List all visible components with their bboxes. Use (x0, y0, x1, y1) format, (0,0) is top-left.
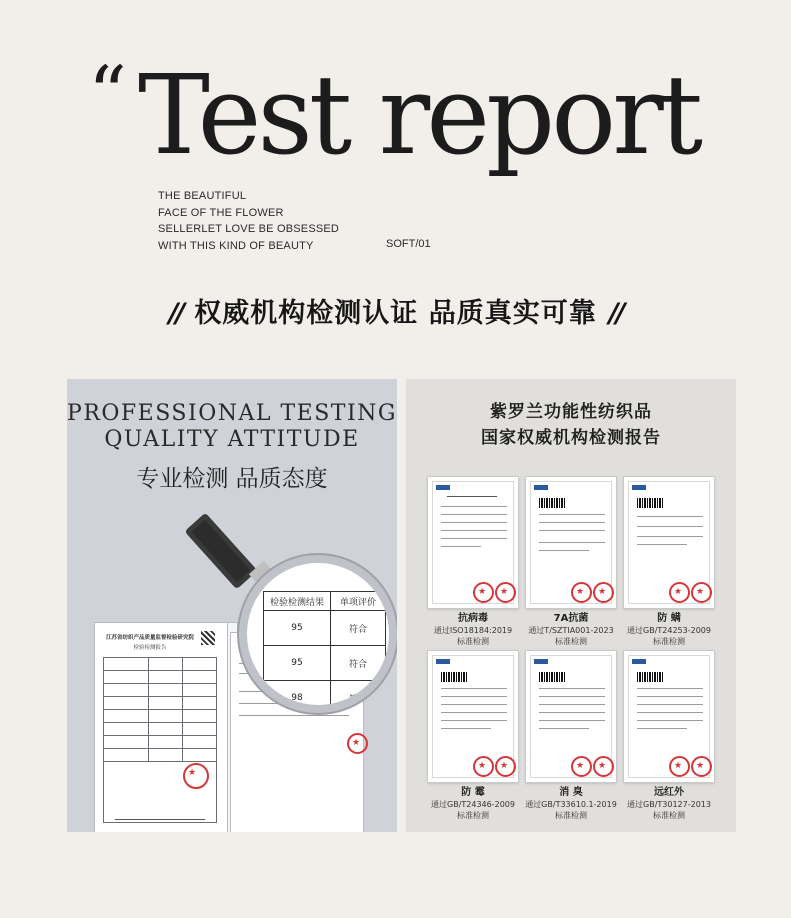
slash-open-icon: // (168, 298, 183, 329)
tagline-line: FACE OF THE FLOWER (158, 206, 284, 219)
certificate-card (526, 651, 616, 782)
certificate-name: 消 臭 (559, 787, 583, 798)
report-heading: 江苏省纺织产品质量监督检验研究院 (105, 635, 194, 641)
certificate-name: 防 螨 (657, 613, 681, 624)
logo-icon (632, 659, 646, 664)
barcode-icon (637, 498, 663, 508)
lens-cell: 符合 (331, 646, 386, 681)
logo-icon (436, 659, 450, 664)
qr-code-icon (201, 631, 215, 645)
logo-icon (534, 659, 548, 664)
certificate-card (624, 477, 714, 608)
lens-cell: 符合 (331, 681, 386, 714)
certificate-standard: 通过GB/T24253-2009 (627, 626, 711, 635)
seal-icon (691, 582, 712, 603)
official-seal-icon (183, 763, 209, 789)
certificate-standard: 通过GB/T30127-2013 (627, 800, 711, 809)
lens-header-evaluation: 单项评价 (331, 592, 386, 611)
cert-panel-title-line1: 紫罗兰功能性纺织品 (490, 402, 652, 422)
tagline (158, 188, 339, 254)
report-subheading: 检验检测报告 (133, 645, 167, 651)
logo-icon (534, 485, 548, 490)
certificate-name: 防 霉 (461, 787, 485, 798)
certificate-card (526, 477, 616, 608)
seal-icon (495, 756, 516, 777)
certificate-note: 标准检测 (653, 811, 685, 820)
certificate-name: 远红外 (654, 787, 684, 798)
seal-icon (571, 756, 592, 777)
certificate-note: 标准检测 (457, 811, 489, 820)
magnifier-lens-icon (239, 555, 397, 713)
seal-icon (495, 582, 516, 603)
seal-icon (571, 582, 592, 603)
barcode-icon (539, 672, 565, 682)
certificate-name: 抗病毒 (458, 613, 488, 624)
tagline-line: SELLERLET LOVE BE OBSESSED (158, 223, 340, 235)
seal-icon (669, 756, 690, 777)
barcode-icon (441, 672, 467, 682)
certification-panel (406, 379, 736, 832)
certificate-card (428, 651, 518, 782)
seal-icon (669, 582, 690, 603)
certificate-note: 标准检测 (457, 637, 489, 646)
report-table (103, 657, 217, 823)
panel-subtitle: 专业检测 品质态度 (136, 466, 328, 492)
lens-cell: 符合 (331, 611, 386, 646)
page-title: Test report (138, 51, 700, 179)
report-document (95, 623, 227, 832)
seal-icon (691, 756, 712, 777)
slash-close-icon: // (608, 298, 623, 329)
certificate-name: 7A抗菌 (553, 613, 589, 624)
certificate-standard: 通过GB/T33610.1-2019 (525, 800, 617, 809)
professional-testing-panel (67, 379, 397, 832)
barcode-icon (539, 498, 565, 508)
barcode-icon (637, 672, 663, 682)
headline (0, 294, 791, 334)
seal-icon (473, 582, 494, 603)
certificate-card (428, 477, 518, 608)
panel-title-line1: PROFESSIONAL TESTING (67, 401, 397, 426)
tagline-line: THE BEAUTIFUL (158, 190, 247, 202)
logo-icon (632, 485, 646, 490)
cert-panel-title-line2: 国家权威机构检测报告 (481, 428, 661, 448)
certificate-note: 标准检测 (653, 637, 685, 646)
certificate-standard: 通过ISO18184:2019 (433, 626, 513, 635)
quote-mark: “ (88, 49, 127, 138)
certificate-standard: 通过T/SZTIA001-2023 (528, 626, 614, 635)
lens-result-table (263, 591, 386, 713)
panel-title-line2: QUALITY ATTITUDE (104, 427, 360, 452)
tagline-line: WITH THIS KIND OF BEAUTY (158, 239, 314, 252)
headline-text: 权威机构检测认证 品质真实可靠 (194, 298, 597, 329)
certificate-note: 标准检测 (555, 811, 587, 820)
certificate-note: 标准检测 (555, 637, 587, 646)
lens-cell: 98 (264, 681, 331, 714)
logo-icon (436, 485, 450, 490)
seal-icon (473, 756, 494, 777)
magnifier-handle-icon (184, 513, 257, 590)
lens-cell: 95 (264, 611, 331, 646)
seal-icon (593, 582, 614, 603)
lens-cell: 95 (264, 646, 331, 681)
certificate-standard: 通过GB/T24346-2009 (431, 800, 515, 809)
certificate-card (624, 651, 714, 782)
lens-header-result: 检验检测结果 (264, 592, 331, 611)
seal-icon (593, 756, 614, 777)
series-code: SOFT/01 (386, 238, 431, 250)
